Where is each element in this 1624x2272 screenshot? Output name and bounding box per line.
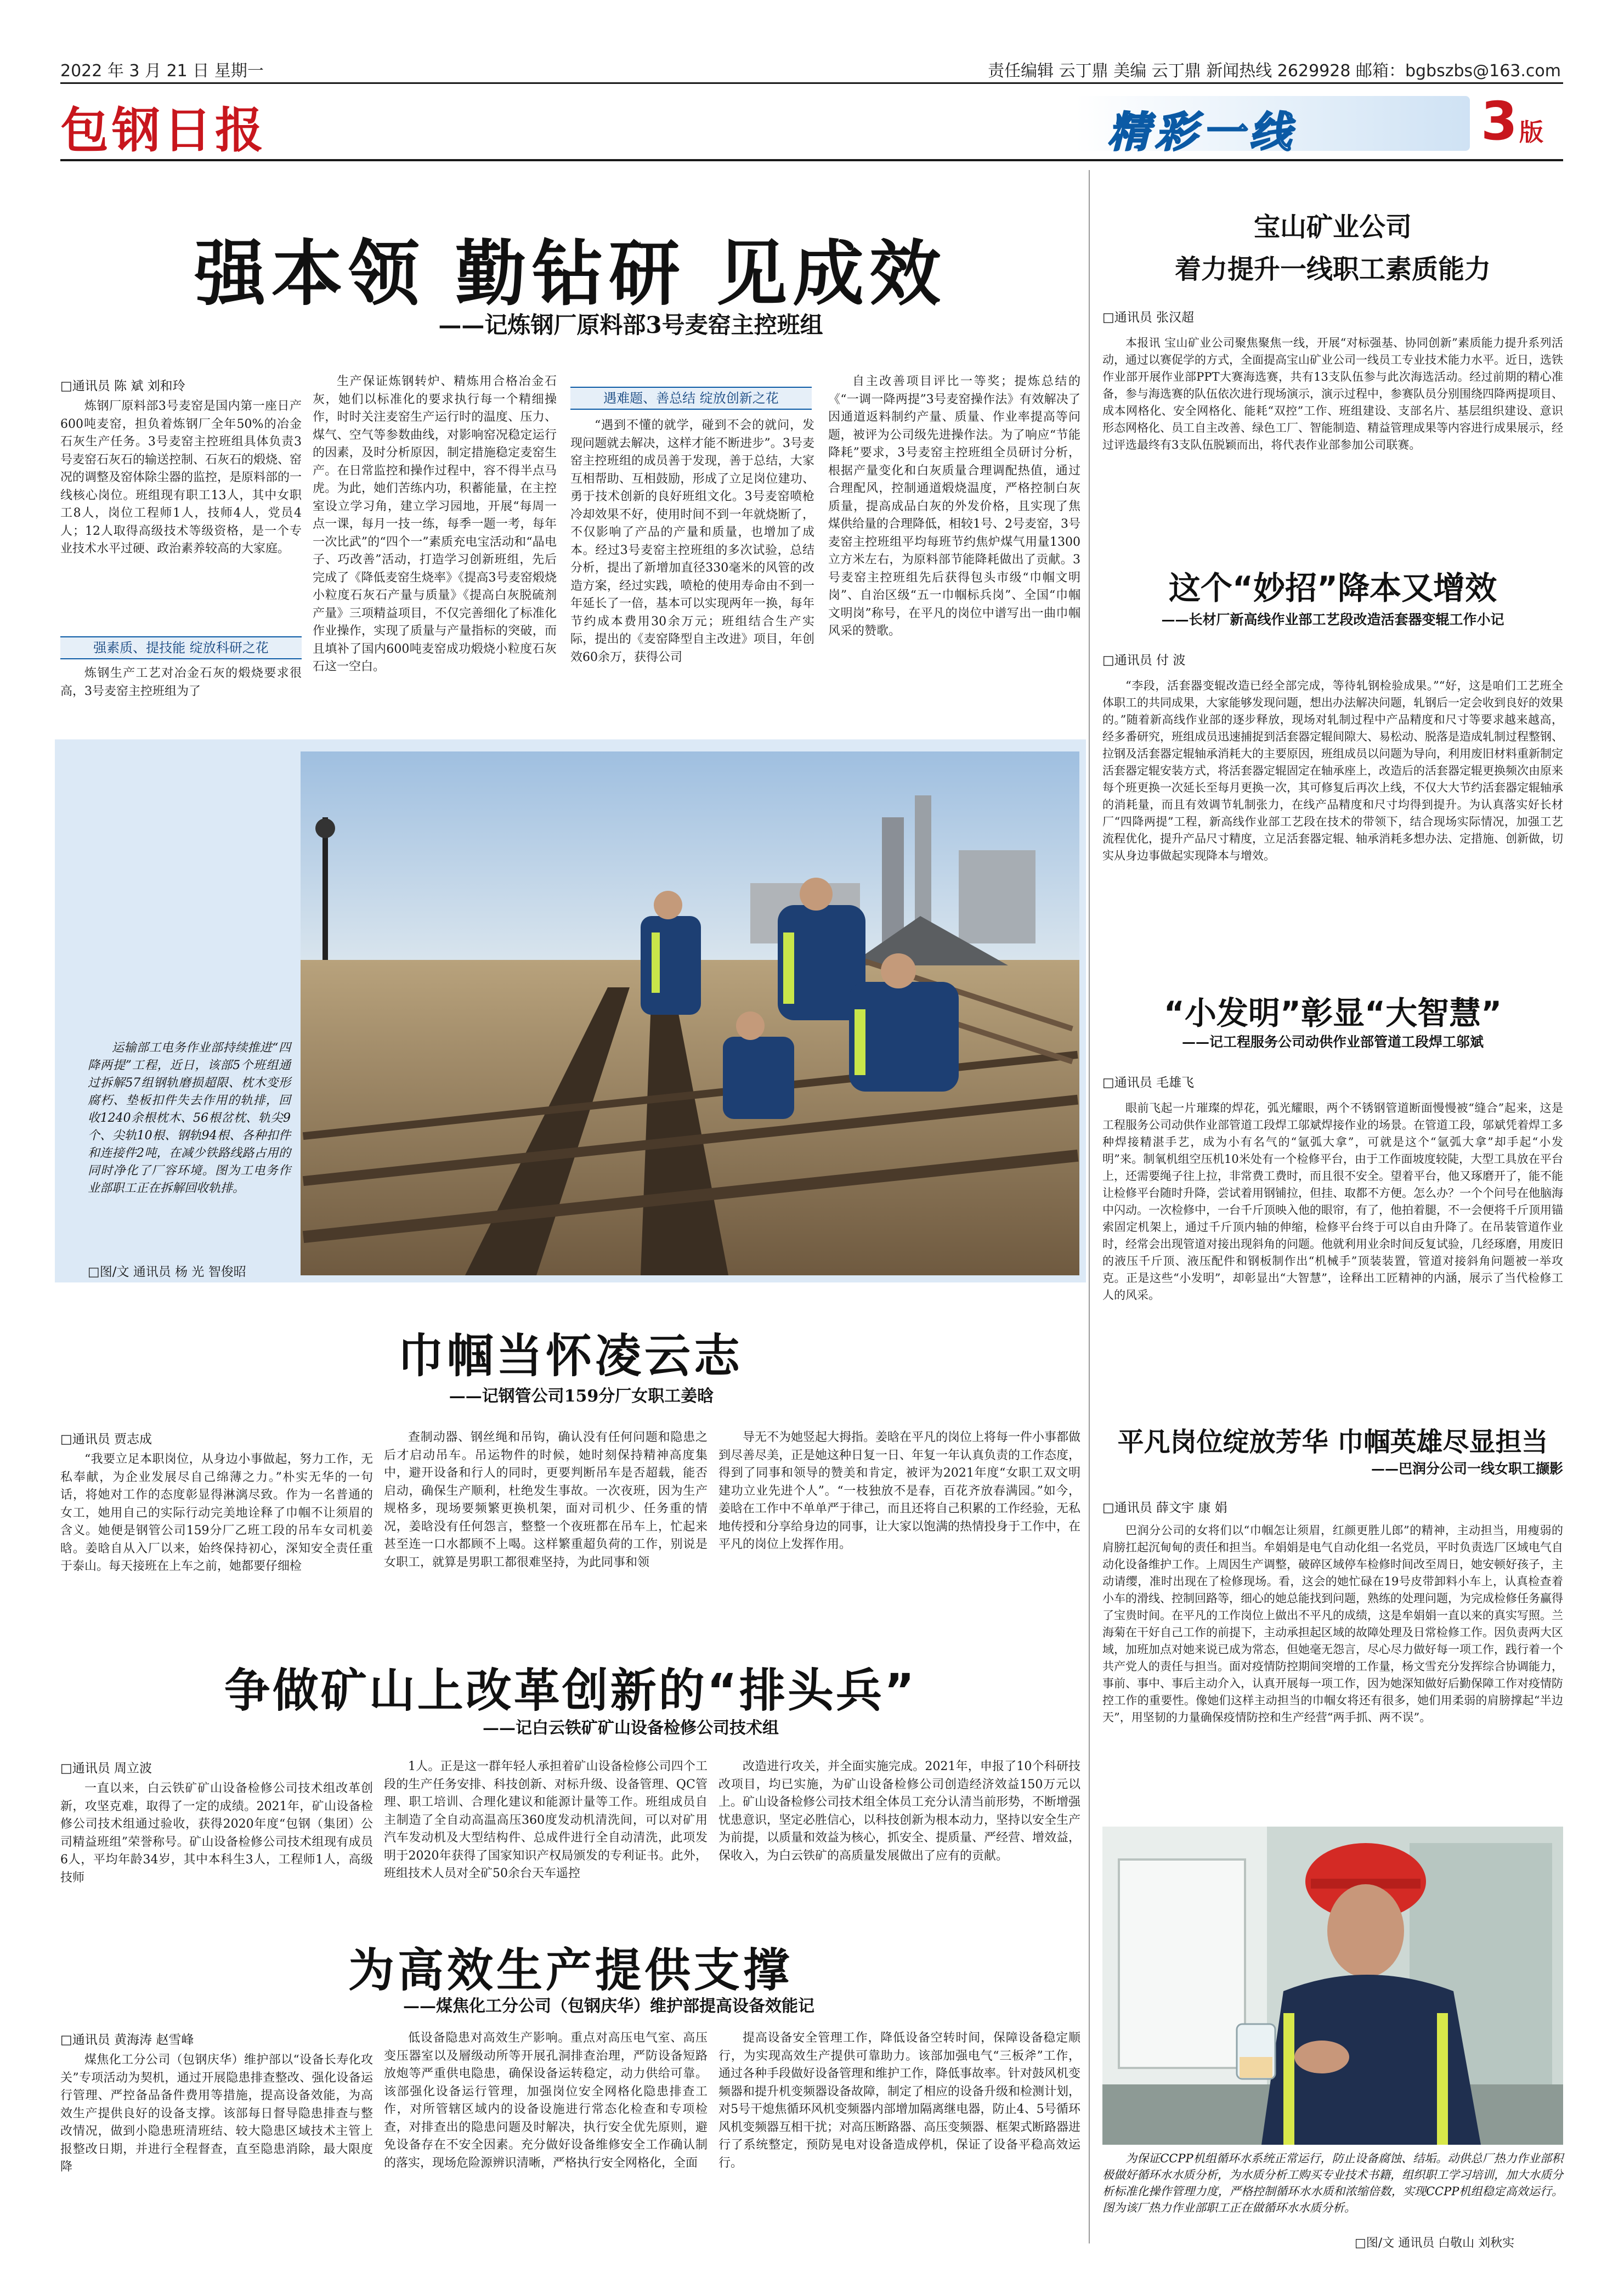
lab-photo-caption: 为保证CCPP机组循环水系统正常运行，防止设备腐蚀、结垢。动供总厂热力作业部积极做好循环水水质分析，为水质分析工购买专业技术书籍，组织职工学习培训，加大水质分析标准化操作管理力度，严格控制循环水水质和浓缩倍数，实现CCPP机组稳定高效运行。图为该厂热力作业部职工正在做循环水水质分析。: [1102, 2152, 1563, 2214]
lab-photo: [1102, 1827, 1563, 2145]
article3-col2-text: 1人。正是这一群年轻人承担着矿山设备检修公司四个工段的生产任务安排、科技创新、对标升级、设备管理、QC管理、职工培训、合理化建议和能源计量等工作。班组成员自主制造了全自动高温高压360度发动机清洗间，可以对矿用汽车发动机及大型结构件、总成件进行全自动清洗，此项发明于2020年获得了国家知识产权局颁发的专利证书。此外，班组技术人员对全矿50余台天车遥控: [384, 1760, 708, 1880]
sidebar3-body: [1102, 1100, 1563, 1396]
sidebar4-body: [1102, 1522, 1563, 1821]
article4-col1-text: 煤焦化工分公司（包钢庆华）维护部以“设备长寿化攻关”专项活动为契机，通过开展隐患排查整改、强化设备运行管理、严控备品备件费用等措施，提高设备效能，为高效生产提供良好的设备支撑。该部每日督导隐患排查与整改情况，做到小隐患班清班结、较大隐患区域技术主管上报整改日期，并进行全程督查，直至隐患消除，最大限度降: [60, 2053, 373, 2174]
article2-col3: [718, 1429, 1080, 1621]
article4-col2: [384, 2030, 708, 2238]
editor-info: 责任编辑 云丁鼎 美编 云丁鼎 新闻热线 2629928 邮箱：bgbszbs@163.com: [988, 61, 1561, 81]
photo1-caption: 运输部工电务作业部持续推进“四降两提”工程，近日，该部5个班组通过拆解57组钢轨磨损超限、枕木变形腐朽、垫板扣件失去作用的轨排，回收1240余根枕木、56根岔枕、轨尖9个、尖轨10根、钢轨94根、各种扣件和连接件2吨，在减少铁路线路占用的同时净化了厂容环境。图为工电务作业部职工正在拆解回收轨排。: [88, 1041, 291, 1195]
article4-col3-text: 提高设备安全管理工作，降低设备空转时间，保障设备稳定顺行，为实现高效生产提供可靠助力。该部加强电气“三板斧”工作，通过各种手段做好设备管理和维护工作，降低事故率。针对鼓风机变频器和提升机变频器设备故障，制定了相应的设备升级和检测计划，对5号干熄焦循环风机变频器内部增加隔离继电器，防止4、5号循环风机变频器互相干扰；对高压断路器、高压变频器、框架式断路器进行了系统整定，预防晃电对设备造成停机，保证了设备平稳高效运行。: [718, 2031, 1080, 2170]
article3-col3-text: 改造进行攻关，并全面实施完成。2021年，申报了10个科研技改项目，均已实施，为矿山设备检修公司创造经济效益150万元以上。矿山设备检修公司技术组全体员工充分认清当前形势，不断增强忧患意识，坚定必胜信心，以科技创新为根本动力，坚持以安全生产为前提，以质量和效益为核心，抓安全、提质量、严经营、增效益，保收入，为白云铁矿的高质量发展做出了应有的贡献。: [718, 1760, 1080, 1863]
lab-photo-svg: [1102, 1827, 1563, 2145]
column-divider: [1089, 170, 1090, 2243]
article1-col4: [828, 373, 1080, 719]
article2-col2: [384, 1429, 708, 1621]
article3-title: 争做矿山上改革创新的“排头兵”: [224, 1664, 917, 1717]
article4-col2-text: 低设备隐患对高效生产影响。重点对高压电气室、高压变压器室以及層级动所等开展孔洞排查治理，严防设备短路放炮等严重供电隐患，确保设备运转稳定，动力供给可靠。该部强化设备运行管理，加强岗位安全网格化隐患排查工作，对所管辖区域内的设备设施进行常态化检查和专项检查，对排查出的隐患问题及时解决，执行安全优先原则，避免设备存在不安全因素。充分做好设备维修安全工作确认制的落实，现场危险源辨识清晰，严格执行安全网格化，全面: [384, 2031, 708, 2170]
article3-col1: [60, 1780, 373, 1931]
section-title: 精彩一线: [1108, 108, 1297, 156]
article4-col1: [60, 2051, 373, 2238]
sidebar4-byline: □通讯员 薛文宇 康 娟: [1102, 1501, 1227, 1515]
sidebar3-byline: □通讯员 毛雄飞: [1102, 1076, 1195, 1090]
article1-byline: □通讯员 陈 斌 刘和玲: [60, 379, 185, 393]
article4-subtitle: ——煤焦化工分公司（包钢庆华）维护部提高设备效能记: [403, 1997, 814, 2016]
article3-col3: [718, 1758, 1080, 1931]
article1-col1b: [60, 665, 302, 720]
sidebar1-body: [1102, 335, 1563, 554]
article2-subtitle: ——记钢管公司159分厂女职工姜晗: [449, 1387, 714, 1406]
sidebar1-body-text: 本报讯 宝山矿业公司聚焦聚焦一线，开展“对标强基、协同创新”素质能力提升系列活动，通过以赛促学的方式，全面提高宝山矿业公司一线员工专业技术能力水平。近日，选铁作业部开展作业部PPT大赛海选赛，共有13支队伍参与此次海选活动。经过前期的精心准备，参与海选赛的队伍依次进行现场演示，演示过程中，参赛队员分别围绕四降两提项目、成本网格化、安全网格化、能耗“双控”工作、班组建设、支部名片、基层组织建设、意识形态网格化、员工自主改善、绿色工厂、智能制造、精益管理成果等内容进行成果展示，经过评选最终有3支队伍脱颖而出，将代表作业部参加公司联赛。: [1102, 336, 1563, 451]
railway-photo-svg: [301, 751, 1079, 1275]
section-banner: [1075, 96, 1470, 156]
article4-col3: [718, 2030, 1080, 2238]
article4-title: 为高效生产提供支撑: [348, 1943, 793, 1997]
article1-subtitle: ——记炼钢厂原料部3号麦窑主控班组: [438, 312, 823, 338]
sidebar3-body-text: 眼前飞起一片璀璨的焊花，弧光耀眼，两个不锈钢管道断面慢慢被“缝合”起来，这是工程服务公司动供作业部管道工段焊工邬斌焊接作业的场景。在管道工段，邬斌凭着焊工多种焊接精湛手艺，成为小有名气的“氩弧大拿”，可就是这个“氩弧大拿”却手起“小发明”来。制氧机组空压机10米处有一个检修平台，由于工作面坡度较陡，大型工具放在平台上，还需要绳子往上拉，非常费工费时，而且很不安全。望着平台，他又琢磨开了，能不能让检修平台随时升降，尝试着用钢铺拉，但挂、取都不方便。怎么办？一个个问号在他脑海中闪动。一次检修中，一台千斤顶映入他的眼帘，有了，他拍着腿，不一会便将千斤顶用锚索固定机架上，通过千斤顶内轴的伸缩，检修平台终于可以自由升降了。在吊装管道作业时，经常会出现管道对接出现斜角的问题。他就利用业余时间反复试验，几经琢磨，用废旧的液压千斤顶、液压配件和钢板制作出“机械手”顶装装置，管道对接斜角问题被一举攻克。正是这些“小发明”，却彰显出“大智慧”，诠释出工匠精神的内涵，展示了当代检修工人的风采。: [1102, 1101, 1563, 1302]
article3-col1-text: 一直以来，白云铁矿矿山设备检修公司技术组改革创新，攻坚克难，取得了一定的成绩。2021年，矿山设备检修公司技术组通过验收，获得2020年度“包钢（集团）公司精益班组”荣誉称号。矿山设备检修公司技术组现有成员6人，平均年龄34岁，其中本科生3人，工程师1人，高级技师: [60, 1782, 373, 1885]
article1-col1: [60, 398, 302, 628]
article1-col4-text: 自主改善项目评比一等奖；提炼总结的《“一调一降两提”3号麦窑操作法》有效解决了因通道返料制约产量、质量、作业率提高等问题，被评为公司级先进操作法。为了响应“节能降耗”要求，3号麦窑主控班组全员研讨分析，根据产量变化和白灰质量合理调配热值，通过合理配风，控制通道煅烧温度，严格控制白灰质量，提高成品白灰的外发价格，且实现了焦煤供给量的合理降低，相较1号、2号麦窑，3号麦窑主控班组平均每班节约焦炉煤气用量1300立方米左右，为原料部节能降耗做出了贡献。3号麦窑主控班组先后获得包头市级“巾帼文明岗”、自治区级“五一巾帼标兵岗”、全国“巾帼文明岗”称号，在平凡的岗位中谱写出一曲巾帼风采的赞歌。: [828, 375, 1080, 638]
sidebar2-body-text: “李段，活套器变辊改造已经全部完成，等待轧钢检验成果。”“好，这是咱们工艺班全体职工的共同成果，大家能够发现问题，想出办法解决问题，轧钢后一定会收到良好的效果的。”随着新高线作业部的逐步释放，现场对轧制过程中产品精度和尺寸等要求越来越高，经多番研究，班组成员迅速捕捉到活套器定辊间隙大、易松动、脱落是造成轧制过程整钢、拉钢及活套器定辊轴承消耗大的主要原因，班组成员以问题为导向，利用废旧材料重新制定活套器定辊安装方式，将活套器定辊固定在轴承座上，改造后的活套器定辊更换频次由原来每个班更换一次延长至每月更换一次，其可修复后再次上线，不仅大大节约活套器定辊轴承的消耗量，而且有效调节轧制张力，在线产品精度和尺寸均得到提升。为认真落实好长材厂“四降两提”工程，新高线作业部工艺段在技术的带领下，结合现场实际情况，加强工艺流程优化，提升产品尺寸精度，立足活套器定辊、轴承消耗多想办法、定措施、创新做，切实从身边事做起实现降本与增效。: [1102, 679, 1563, 862]
issue-date: 2022 年 3 月 21 日 星期一: [60, 61, 264, 81]
sidebar2-title: 这个“妙招”降本又增效: [1168, 569, 1497, 607]
sidebar3-title: “小发明”彰显“大智慧”: [1163, 994, 1502, 1032]
article1-title: 强本领 勤钻研 见成效: [194, 232, 947, 315]
sidebar4-title: 平凡岗位绽放芳华 巾帼英雄尽显担当: [1117, 1427, 1548, 1457]
article2-col2-text: 查制动器、钢丝绳和吊钩，确认没有任何问题和隐患之后才启动吊车。吊运物件的时候，她时刻保持精神高度集中，避开设备和行人的同时，更要判断吊车是否超载，能否启动，确保生产顺利，杜绝发生事故。一次夜班，因为生产规格多，现场要频繁更换机架，面对司机少、任务重的情况，姜晗没有任何怨言，整整一个夜班都在吊车上，忙起来甚至连一口水都顾不上喝。这样繁重超负荷的工作，别说是女职工，就算是男职工都很难坚持，为此同事和领: [384, 1431, 708, 1569]
sidebar1-title1: 宝山矿业公司: [1253, 212, 1412, 242]
article1-col1-text: 炼钢厂原料部3号麦窑是国内第一座日产600吨麦窑，担负着炼钢厂全年50%的冶金石灰生产任务。3号麦窑主控班组具体负责3号麦窑石灰石的输送控制、石灰石的煅烧、窑况的调整及窑体除尘器的监控，是原料部的一线核心岗位。班组现有职工13人，其中女职工8人，岗位工程师1人，技师4人，党员4人；12人取得高级技术等级资格，是一个专业技术水平过硬、政治素养较高的大家庭。: [60, 399, 302, 556]
sidebar4-subtitle: ——巴润分公司一线女职工撷影: [1371, 1461, 1563, 1477]
sidebar2-body: [1102, 677, 1563, 963]
article2-title: 巾帼当怀凌云志: [397, 1329, 743, 1383]
article2-col1-text: “我要立足本职岗位，从身边小事做起，努力工作，无私奉献，为企业发展尽自己绵薄之力。”朴实无华的一句话，将她对工作的态度彰显得淋漓尽致。作为一名普通的女工，她用自己的实际行动完美地诠释了巾帼不让须眉的含义。她便是钢管公司159分厂乙班工段的吊车女司机姜晗。姜晗自从入厂以来，始终保持初心，深知安全责任重于泰山。每天接班在上车之前，她都要仔细检: [60, 1453, 373, 1573]
article1-col3-text: “遇到不懂的就学，碰到不会的就问，发现问题就去解决，这样才能不断进步”。3号麦窑主控班组的成员善于发现，善于总结，大家互相帮助、互相鼓励，形成了立足岗位建功、勇于技术创新的良好班组文化。3号麦窑喷枪冷却效果不好，使用时间不到一年就烧断了，不仅影响了产品的产量和质量，也增加了成本。经过3号麦窑主控班组的多次试验，总结分析，提出了新增加直径330毫米的风管的改造方案，经过实践，喷枪的使用寿命由不到一年延长了一倍，基本可以实现两年一换，每年节约成本费用30余万元；班组结合生产实际，提出的《麦窑降型自主改进》项目，年创效60余万，获得公司: [570, 419, 814, 664]
article1-col2-text: 生产保证炼钢转炉、精炼用合格冶金石灰，她们以标准化的要求执行每一个精细操作，时时关注麦窑生产运行时的温度、压力、煤气、空气等参数曲线，对影响窑况稳定运行的因素，及时分析原因，制定措施稳定麦窑生产。在日常监控和操作过程中，容不得半点马虎。为此，她们苦练内功，积蓄能量，在主控室设立学习角，建立学习园地，开展“每周一点一课，每月一技一练，每季一题一考，每年一次比武”的“四个一”素质充电宝活动和“晶电子、巧改善”活动，打造学习创新班组，先后完成了《降低麦窑生烧率》《提高3号麦窑煅烧小粒度石灰石产量与质量》《提高白灰脱硫剂产量》三项精益项目，不仅完善细化了标准化作业操作，实现了质量与产量指标的突破，而且填补了国内600吨麦窑成功煅烧小粒度石灰石这一空白。: [313, 375, 557, 674]
sidebar2-byline: □通讯员 付 波: [1102, 653, 1186, 668]
sidebar3-subtitle: ——记工程服务公司动供作业部管道工段焊工邬斌: [1181, 1034, 1484, 1050]
railway-photo: [301, 751, 1079, 1275]
article3-byline: □通讯员 周立波: [60, 1761, 152, 1776]
newspaper-logo: 包钢日报: [60, 101, 267, 159]
page-number: 3: [1481, 91, 1518, 152]
article2-byline: □通讯员 贾志成: [60, 1432, 152, 1446]
article1-col2: [313, 373, 557, 719]
header-rule-top: [60, 82, 1563, 84]
page-unit: 版: [1519, 118, 1543, 146]
sidebar2-subtitle: ——长材厂新高线作业部工艺段改造活套器变辊工作小记: [1161, 612, 1504, 628]
article1-col3: [570, 417, 814, 719]
article3-subtitle: ——记白云铁矿矿山设备检修公司技术组: [483, 1719, 779, 1738]
header-rule-bottom: [60, 159, 1563, 161]
lab-photo-credit: □图/文 通讯员 白敬山 刘秋实: [1355, 2236, 1515, 2250]
sidebar1-byline: □通讯员 张汉超: [1102, 310, 1195, 325]
article1-inter1: 强素质、提技能 绽放科研之花: [60, 636, 302, 659]
article4-byline: □通讯员 黄海涛 赵雪峰: [60, 2033, 194, 2047]
photo1-credit: □图/文 通讯员 杨 光 智俊昭: [88, 1265, 246, 1279]
article2-col3-text: 导无不为她竖起大拇指。姜晗在平凡的岗位上将每一件小事都做到尽善尽美，正是她这种日复一日、年复一年认真负责的工作态度，得到了同事和领导的赞美和肯定，被评为2021年度“女职工双文明建功立业先进个人”。“一枝独放不是春，百花齐放春满园。”如今，姜晗在工作中不单单严于律己，而且还将自己积累的工作经验，无私地传授和分享给身边的同事，让大家以饱满的热情投身于工作中，在平凡的岗位上发挥作用。: [718, 1431, 1080, 1551]
sidebar1-title2: 着力提升一线职工素质能力: [1174, 254, 1491, 285]
article3-col2: [384, 1758, 708, 1931]
article2-col1: [60, 1451, 373, 1621]
article1-inter2: 遇难题、善总结 绽放创新之花: [570, 387, 812, 410]
sidebar4-body-text: 巴润分公司的女将们以“巾帼怎让须眉，红颜更胜儿郎”的精神，主动担当，用瘦弱的肩膀扛起沉甸甸的责任和担当。牟娟娟是电气自动化组一名党员，平时负责选厂区域电气自动化设备维护工作。上周因生产调整，破碎区域停车检修时间改至周日，她安顿好孩子，主动请缨，准时出现在了检修现场。看，这会的她忙碌在19号皮带卸料小车上，认真检查着小车的滑线、控制回路等，细心的她总能找到问题，熟练的处理问题，为完成检修任务赢得了宝贵时间。在平凡的工作岗位上做出不平凡的成绩，这是牟娟娟一直以来的真实写照。兰海菊在干好自己工作的前提下，主动承担起区域的故障处理及日常检修工作。因负责两大区域，加班加点对她来说已成为常态，但她毫无怨言，尽心尽力做好每一项工作，践行着一个共产党人的责任与担当。面对疫情防控期间突增的工作量，杨文雪充分发挥综合协调能力，事前、事中、事后主动介入，认真开展每一项工作，因为她深知做好后勤保障工作对疫情防控工作的重要性。像她们这样主动担当的巾帼女将还有很多，她们用柔弱的肩膀撑起“半边天”，用坚韧的力量确保疫情防控和生产经营“两手抓、两不误”。: [1102, 1524, 1563, 1724]
article1-col1b-text: 炼钢生产工艺对冶金石灰的煅烧要求很高，3号麦窑主控班组为了: [60, 666, 302, 698]
